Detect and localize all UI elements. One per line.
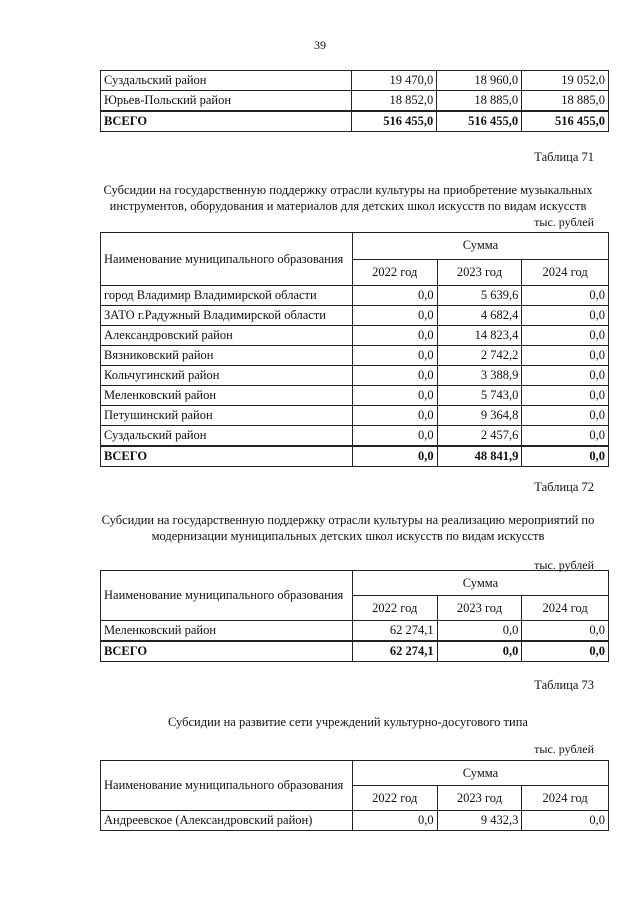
header-2023: 2023 год bbox=[437, 259, 522, 286]
header-2022: 2022 год bbox=[352, 786, 437, 811]
value-2023: 14 823,4 bbox=[437, 326, 522, 346]
total-label: ВСЕГО bbox=[101, 641, 353, 662]
header-2023: 2023 год bbox=[437, 786, 522, 811]
total-2023: 516 455,0 bbox=[437, 111, 522, 132]
header-2022: 2022 год bbox=[352, 596, 437, 621]
total-2024: 0,0 bbox=[522, 446, 609, 467]
table-row bbox=[101, 426, 609, 447]
header-name-column: Наименование муниципального образования bbox=[101, 233, 353, 286]
table71 bbox=[100, 232, 609, 467]
table71-body bbox=[101, 233, 609, 467]
total-row bbox=[101, 446, 609, 467]
row-name: Кольчугинский район bbox=[101, 366, 353, 386]
table-row bbox=[101, 811, 609, 831]
total-row bbox=[101, 641, 609, 662]
table72-body bbox=[101, 571, 609, 662]
value-2022: 0,0 bbox=[352, 286, 437, 306]
value-2022: 0,0 bbox=[352, 366, 437, 386]
table73-body bbox=[101, 761, 609, 831]
header-sum: Сумма bbox=[352, 761, 608, 786]
value-2024: 0,0 bbox=[522, 386, 609, 406]
header-row bbox=[101, 571, 609, 596]
total-2022: 516 455,0 bbox=[352, 111, 437, 132]
value-2023: 18 885,0 bbox=[437, 91, 522, 112]
table-row bbox=[101, 366, 609, 386]
table-row bbox=[101, 346, 609, 366]
row-name: Суздальский район bbox=[101, 71, 352, 91]
value-2024: 0,0 bbox=[522, 406, 609, 426]
table-row bbox=[101, 386, 609, 406]
value-2024: 0,0 bbox=[522, 426, 609, 447]
row-name: ЗАТО г.Радужный Владимирской области bbox=[101, 306, 353, 326]
table-row bbox=[101, 286, 609, 306]
header-row bbox=[101, 233, 609, 260]
table-row bbox=[101, 306, 609, 326]
value-2024: 0,0 bbox=[522, 346, 609, 366]
row-name: Петушинский район bbox=[101, 406, 353, 426]
value-2022: 19 470,0 bbox=[352, 71, 437, 91]
table72 bbox=[100, 570, 609, 662]
value-2023: 9 364,8 bbox=[437, 406, 522, 426]
row-name: Суздальский район bbox=[101, 426, 353, 447]
row-name: Александровский район bbox=[101, 326, 353, 346]
value-2023: 3 388,9 bbox=[437, 366, 522, 386]
value-2022: 0,0 bbox=[352, 406, 437, 426]
value-2023: 9 432,3 bbox=[437, 811, 522, 831]
value-2024: 18 885,0 bbox=[522, 91, 609, 112]
table73-title: Субсидии на развитие сети учреждений культурно-досугового типа bbox=[168, 715, 528, 729]
value-2023: 2 457,6 bbox=[437, 426, 522, 447]
value-2022: 0,0 bbox=[352, 386, 437, 406]
header-row bbox=[101, 761, 609, 786]
total-2022: 0,0 bbox=[352, 446, 437, 467]
value-2022: 0,0 bbox=[352, 811, 437, 831]
table72-title: Субсидии на государственную поддержку отрасли культуры на реализацию мероприятий по модернизации муниципальных детских школ искусств по видам искусств bbox=[101, 513, 595, 543]
header-name-column: Наименование муниципального образования bbox=[101, 571, 353, 621]
table71-units: тыс. рублей bbox=[534, 215, 594, 229]
table72-caption: Таблица 72 bbox=[534, 480, 594, 494]
table71-title: Субсидии на государственную поддержку отрасли культуры на приобретение музыкальных инструментов, оборудования и материалов для детских школ искусств по видам искусств bbox=[103, 183, 593, 213]
row-name: Меленковский район bbox=[101, 386, 353, 406]
header-sum: Сумма bbox=[352, 233, 608, 260]
page-number: 39 bbox=[314, 38, 326, 52]
table73-caption: Таблица 73 bbox=[534, 678, 594, 692]
value-2022: 18 852,0 bbox=[352, 91, 437, 112]
row-name: Меленковский район bbox=[101, 621, 353, 642]
value-2022: 0,0 bbox=[352, 426, 437, 447]
table-row bbox=[101, 71, 609, 91]
continuation-table-body bbox=[101, 71, 609, 132]
value-2023: 5 639,6 bbox=[437, 286, 522, 306]
value-2024: 19 052,0 bbox=[522, 71, 609, 91]
value-2024: 0,0 bbox=[522, 621, 609, 642]
table-row bbox=[101, 91, 609, 112]
table73-units: тыс. рублей bbox=[534, 742, 594, 756]
table-row bbox=[101, 621, 609, 642]
header-name-column: Наименование муниципального образования bbox=[101, 761, 353, 811]
value-2023: 2 742,2 bbox=[437, 346, 522, 366]
value-2022: 0,0 bbox=[352, 346, 437, 366]
table71-caption: Таблица 71 bbox=[534, 150, 594, 164]
total-2023: 48 841,9 bbox=[437, 446, 522, 467]
total-2022: 62 274,1 bbox=[352, 641, 437, 662]
value-2023: 5 743,0 bbox=[437, 386, 522, 406]
total-label: ВСЕГО bbox=[101, 446, 353, 467]
table72-units: тыс. рублей bbox=[534, 558, 594, 572]
total-2024: 516 455,0 bbox=[522, 111, 609, 132]
table-row bbox=[101, 406, 609, 426]
total-2023: 0,0 bbox=[437, 641, 522, 662]
header-2024: 2024 год bbox=[522, 786, 609, 811]
header-sum: Сумма bbox=[352, 571, 608, 596]
row-name: Юрьев-Польский район bbox=[101, 91, 352, 112]
table-row bbox=[101, 326, 609, 346]
value-2024: 0,0 bbox=[522, 811, 609, 831]
total-2024: 0,0 bbox=[522, 641, 609, 662]
header-2023: 2023 год bbox=[437, 596, 522, 621]
header-2024: 2024 год bbox=[522, 596, 609, 621]
value-2024: 0,0 bbox=[522, 366, 609, 386]
value-2024: 0,0 bbox=[522, 286, 609, 306]
value-2022: 0,0 bbox=[352, 306, 437, 326]
row-name: город Владимир Владимирской области bbox=[101, 286, 353, 306]
value-2024: 0,0 bbox=[522, 326, 609, 346]
value-2022: 62 274,1 bbox=[352, 621, 437, 642]
table73 bbox=[100, 760, 609, 831]
value-2023: 18 960,0 bbox=[437, 71, 522, 91]
value-2024: 0,0 bbox=[522, 306, 609, 326]
total-label: ВСЕГО bbox=[101, 111, 352, 132]
value-2023: 4 682,4 bbox=[437, 306, 522, 326]
continuation-table bbox=[100, 70, 609, 132]
row-name: Вязниковский район bbox=[101, 346, 353, 366]
total-row bbox=[101, 111, 609, 132]
header-2024: 2024 год bbox=[522, 259, 609, 286]
row-name: Андреевское (Александровский район) bbox=[101, 811, 353, 831]
value-2022: 0,0 bbox=[352, 326, 437, 346]
header-2022: 2022 год bbox=[352, 259, 437, 286]
value-2023: 0,0 bbox=[437, 621, 522, 642]
